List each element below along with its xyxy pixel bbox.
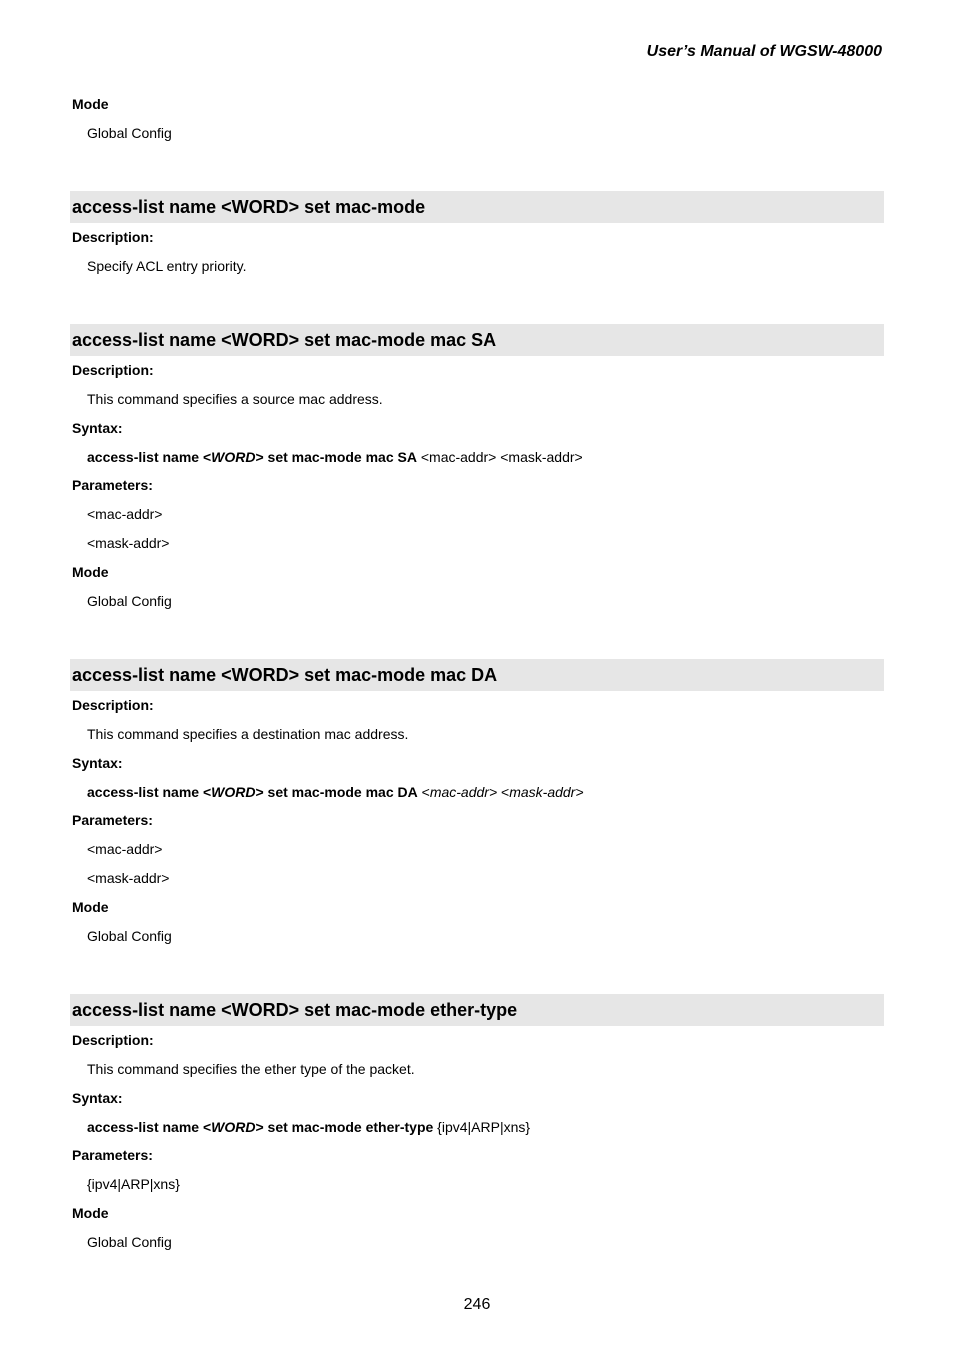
syntax-rest: set mac-mode mac SA bbox=[263, 449, 417, 465]
description-label: Description: bbox=[72, 229, 154, 245]
syntax-word: WORD bbox=[211, 784, 256, 800]
syntax-gt: > bbox=[255, 784, 264, 800]
description-label: Description: bbox=[72, 362, 154, 378]
syntax-label: Syntax: bbox=[72, 1090, 123, 1106]
mode-value: Global Config bbox=[87, 593, 172, 609]
syntax-command: access-list name bbox=[87, 784, 203, 800]
syntax-lt: < bbox=[202, 784, 212, 800]
syntax-word: WORD bbox=[211, 449, 256, 465]
syntax-arg-mac: mac-addr> bbox=[429, 784, 498, 800]
page-number: 246 bbox=[463, 1296, 491, 1313]
syntax-gt: > bbox=[255, 449, 264, 465]
syntax-rest: set mac-mode ether-type bbox=[263, 1119, 434, 1135]
parameters-label: Parameters: bbox=[72, 477, 153, 493]
mode-label: Mode bbox=[72, 96, 109, 112]
syntax-lt: < bbox=[202, 449, 212, 465]
syntax-line bbox=[87, 1118, 530, 1136]
section-heading: access-list name <WORD> set mac-mode ether-type bbox=[70, 994, 884, 1026]
description-label: Description: bbox=[72, 697, 154, 713]
running-header: User’s Manual of WGSW-48000 bbox=[646, 43, 882, 60]
syntax-args-lt: < bbox=[417, 784, 430, 800]
mode-label: Mode bbox=[72, 899, 109, 915]
parameters-label: Parameters: bbox=[72, 1147, 153, 1163]
syntax-line bbox=[87, 448, 583, 466]
syntax-command: access-list name bbox=[87, 1119, 203, 1135]
syntax-line bbox=[87, 783, 584, 801]
syntax-args: <mac-addr> <mask-addr> bbox=[416, 449, 583, 465]
section-heading: access-list name <WORD> set mac-mode mac SA bbox=[70, 324, 884, 356]
syntax-command: access-list name bbox=[87, 449, 203, 465]
description-text: This command specifies the ether type of the packet. bbox=[87, 1061, 415, 1077]
syntax-arg-mask: mask-addr> bbox=[509, 784, 584, 800]
syntax-lt: < bbox=[202, 1119, 212, 1135]
mode-label: Mode bbox=[72, 1205, 109, 1221]
syntax-label: Syntax: bbox=[72, 755, 123, 771]
mode-value: Global Config bbox=[87, 125, 172, 141]
section-heading: access-list name <WORD> set mac-mode bbox=[70, 191, 884, 223]
mode-value: Global Config bbox=[87, 928, 172, 944]
syntax-gt: > bbox=[255, 1119, 264, 1135]
syntax-rest: set mac-mode mac DA bbox=[263, 784, 418, 800]
syntax-args: {ipv4|ARP|xns} bbox=[433, 1119, 531, 1135]
parameter-item: <mask-addr> bbox=[87, 535, 170, 551]
syntax-label: Syntax: bbox=[72, 420, 123, 436]
mode-value: Global Config bbox=[87, 1234, 172, 1250]
syntax-args-lt: < bbox=[497, 784, 510, 800]
parameter-item: <mask-addr> bbox=[87, 870, 170, 886]
description-text: This command specifies a source mac address. bbox=[87, 391, 383, 407]
parameter-item: <mac-addr> bbox=[87, 841, 163, 857]
description-text: Specify ACL entry priority. bbox=[87, 258, 247, 274]
mode-label: Mode bbox=[72, 564, 109, 580]
parameter-item: <mac-addr> bbox=[87, 506, 163, 522]
description-text: This command specifies a destination mac address. bbox=[87, 726, 409, 742]
section-heading: access-list name <WORD> set mac-mode mac DA bbox=[70, 659, 884, 691]
syntax-word: WORD bbox=[211, 1119, 256, 1135]
parameter-item: {ipv4|ARP|xns} bbox=[87, 1176, 180, 1192]
description-label: Description: bbox=[72, 1032, 154, 1048]
parameters-label: Parameters: bbox=[72, 812, 153, 828]
